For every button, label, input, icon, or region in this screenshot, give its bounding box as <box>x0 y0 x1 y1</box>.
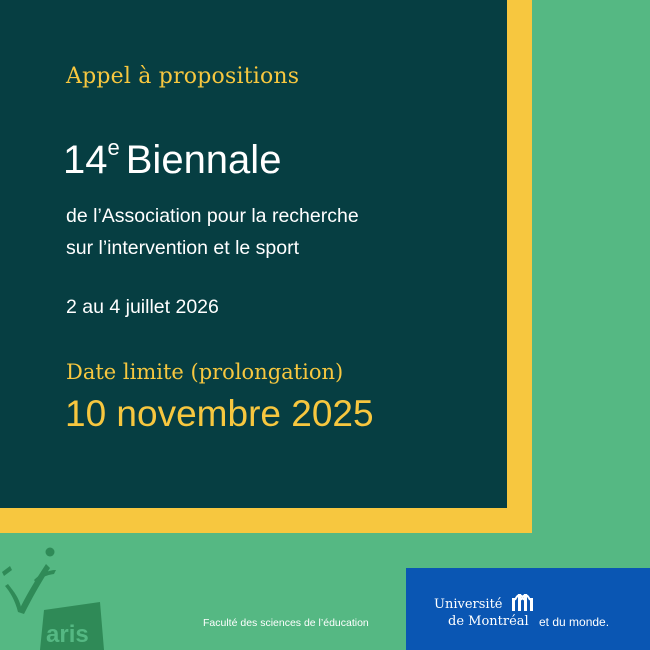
faculty-name: Faculté des sciences de l’éducation <box>203 617 369 629</box>
title-superscript: e <box>107 134 120 160</box>
subtitle-line-2: sur l’intervention et le sport <box>66 237 300 259</box>
event-title <box>63 134 282 182</box>
aris-figure-leg <box>5 584 22 612</box>
aris-figure-head <box>46 548 55 557</box>
university-emblem-icon <box>509 590 537 612</box>
aris-figure-left-arm <box>2 566 12 576</box>
call-for-proposals-label: Appel à propositions <box>66 64 300 89</box>
subtitle-line-1: de l’Association pour la recherche <box>66 205 359 227</box>
university-logo <box>406 568 650 650</box>
aris-logo-text: aris <box>46 621 89 648</box>
deadline-label: Date limite (prolongation) <box>66 360 344 384</box>
event-dates: 2 au 4 juillet 2026 <box>66 296 219 318</box>
university-name-line-1: Université <box>434 597 503 612</box>
title-number: 14 <box>63 138 108 182</box>
aris-figure-body <box>18 564 50 614</box>
title-word: Biennale <box>125 138 282 182</box>
aris-logo <box>0 540 110 650</box>
event-subtitle <box>66 200 359 264</box>
deadline-date: 10 novembre 2025 <box>65 393 374 434</box>
university-tagline: et du monde. <box>539 615 610 629</box>
university-name-line-2: de Montréal <box>448 614 529 629</box>
